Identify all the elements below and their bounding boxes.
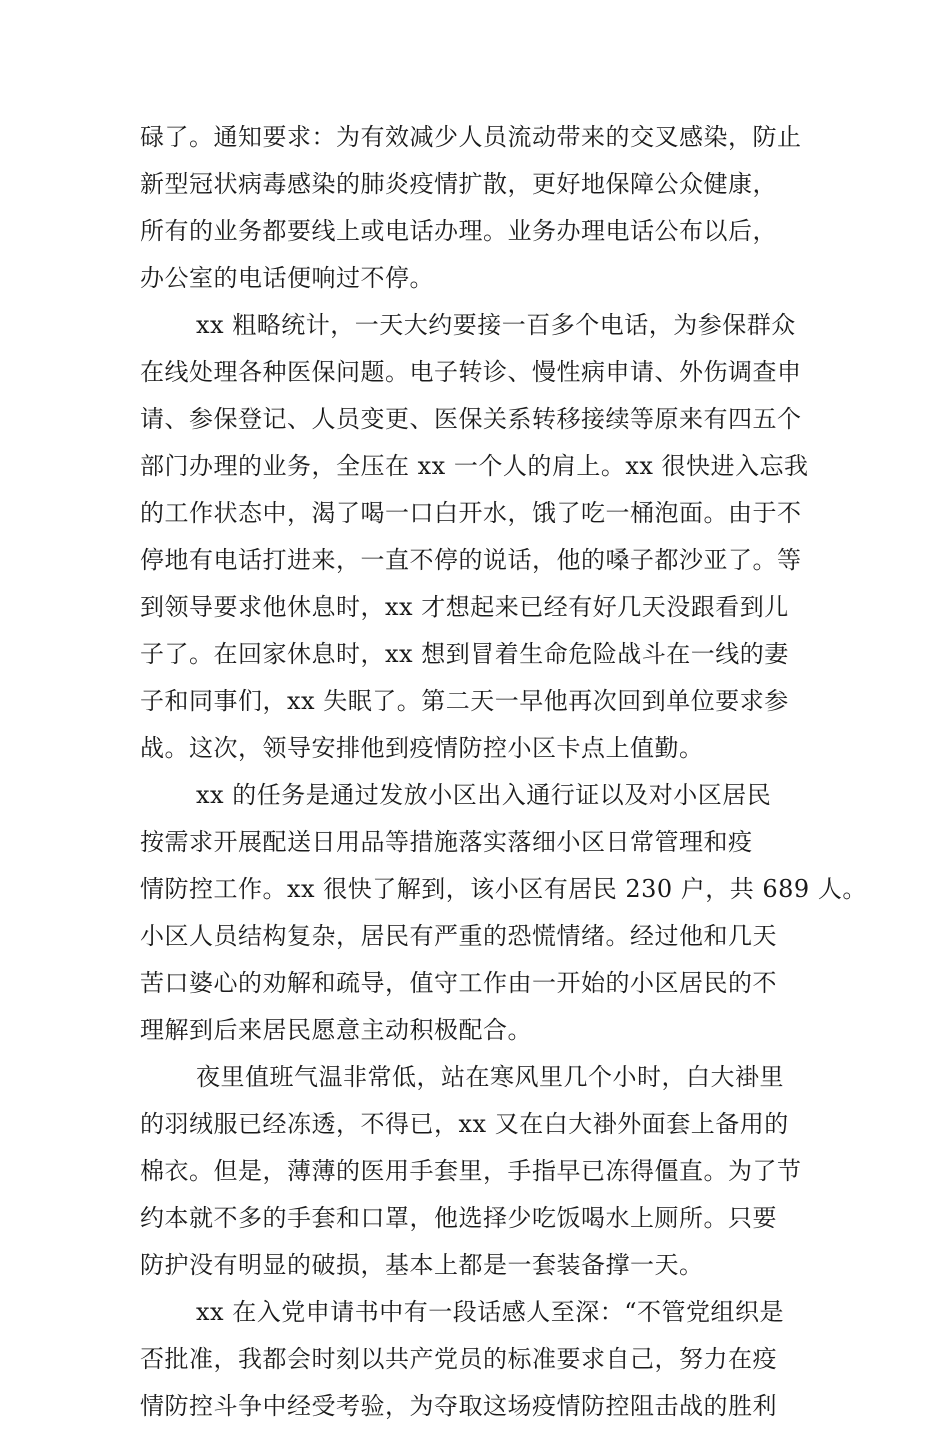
paragraph-1 (140, 114, 810, 302)
text-line: 所有的业务都要线上或电话办理。业务办理电话公布以后， (140, 217, 777, 245)
text-line: 情防控斗争中经受考验，为夺取这场疫情防控阻击战的胜利 (140, 1392, 777, 1420)
text-line: 的工作状态中，渴了喝一口白开水，饿了吃一桶泡面。由于不 (140, 499, 802, 527)
paragraph-5 (140, 1289, 810, 1430)
text-line: 防护没有明显的破损，基本上都是一套装备撑一天。 (140, 1251, 704, 1279)
paragraph-3 (140, 772, 867, 1054)
text-line: 到领导要求他休息时，xx 才想起来已经有好几天没跟看到儿 (140, 593, 789, 621)
paragraph-4 (140, 1054, 810, 1289)
text-line: 的羽绒服已经冻透，不得已，xx 又在白大褂外面套上备用的 (140, 1110, 789, 1138)
text-line: 在线处理各种医保问题。电子转诊、慢性病申请、外伤调查申 (140, 358, 802, 386)
text-line: 新型冠状病毒感染的肺炎疫情扩散，更好地保障公众健康， (140, 170, 777, 198)
text-line: 否批准，我都会时刻以共产党员的标准要求自己，努力在疫 (140, 1345, 777, 1373)
text-line: 战。这次，领导安排他到疫情防控小区卡点上值勤。 (140, 734, 704, 762)
text-line: 子了。在回家休息时，xx 想到冒着生命危险战斗在一线的妻 (140, 640, 789, 668)
text-line: 理解到后来居民愿意主动积极配合。 (140, 1016, 532, 1044)
text-line: 夜里值班气温非常低，站在寒风里几个小时，白大褂里 (196, 1063, 784, 1091)
text-line: xx 的任务是通过发放小区出入通行证以及对小区居民 (196, 781, 772, 809)
text-line: 棉衣。但是，薄薄的医用手套里，手指早已冻得僵直。为了节 (140, 1157, 802, 1185)
text-line: 情防控工作。xx 很快了解到，该小区有居民 230 户，共 689 人。 (140, 875, 867, 903)
text-line: 按需求开展配送日用品等措施落实落细小区日常管理和疫 (140, 828, 753, 856)
text-line: 请、参保登记、人员变更、医保关系转移接续等原来有四五个 (140, 405, 802, 433)
text-line: 约本就不多的手套和口罩，他选择少吃饭喝水上厕所。只要 (140, 1204, 777, 1232)
text-line: 苦口婆心的劝解和疏导，值守工作由一开始的小区居民的不 (140, 969, 777, 997)
paragraph-2 (140, 302, 810, 772)
text-line: 办公室的电话便响过不停。 (140, 264, 434, 292)
text-line: 部门办理的业务，全压在 xx 一个人的肩上。xx 很快进入忘我 (140, 452, 809, 480)
text-line: 小区人员结构复杂，居民有严重的恐慌情绪。经过他和几天 (140, 922, 777, 950)
text-line: xx 粗略统计，一天大约要接一百多个电话，为参保群众 (196, 311, 796, 339)
text-line: 子和同事们，xx 失眠了。第二天一早他再次回到单位要求参 (140, 687, 789, 715)
text-line: 碌了。通知要求：为有效减少人员流动带来的交叉感染，防止 (140, 123, 802, 151)
text-line: 停地有电话打进来，一直不停的说话，他的嗓子都沙亚了。等 (140, 546, 802, 574)
text-line: xx 在入党申请书中有一段话感人至深：“不管党组织是 (196, 1298, 784, 1326)
document-body (140, 114, 867, 1430)
